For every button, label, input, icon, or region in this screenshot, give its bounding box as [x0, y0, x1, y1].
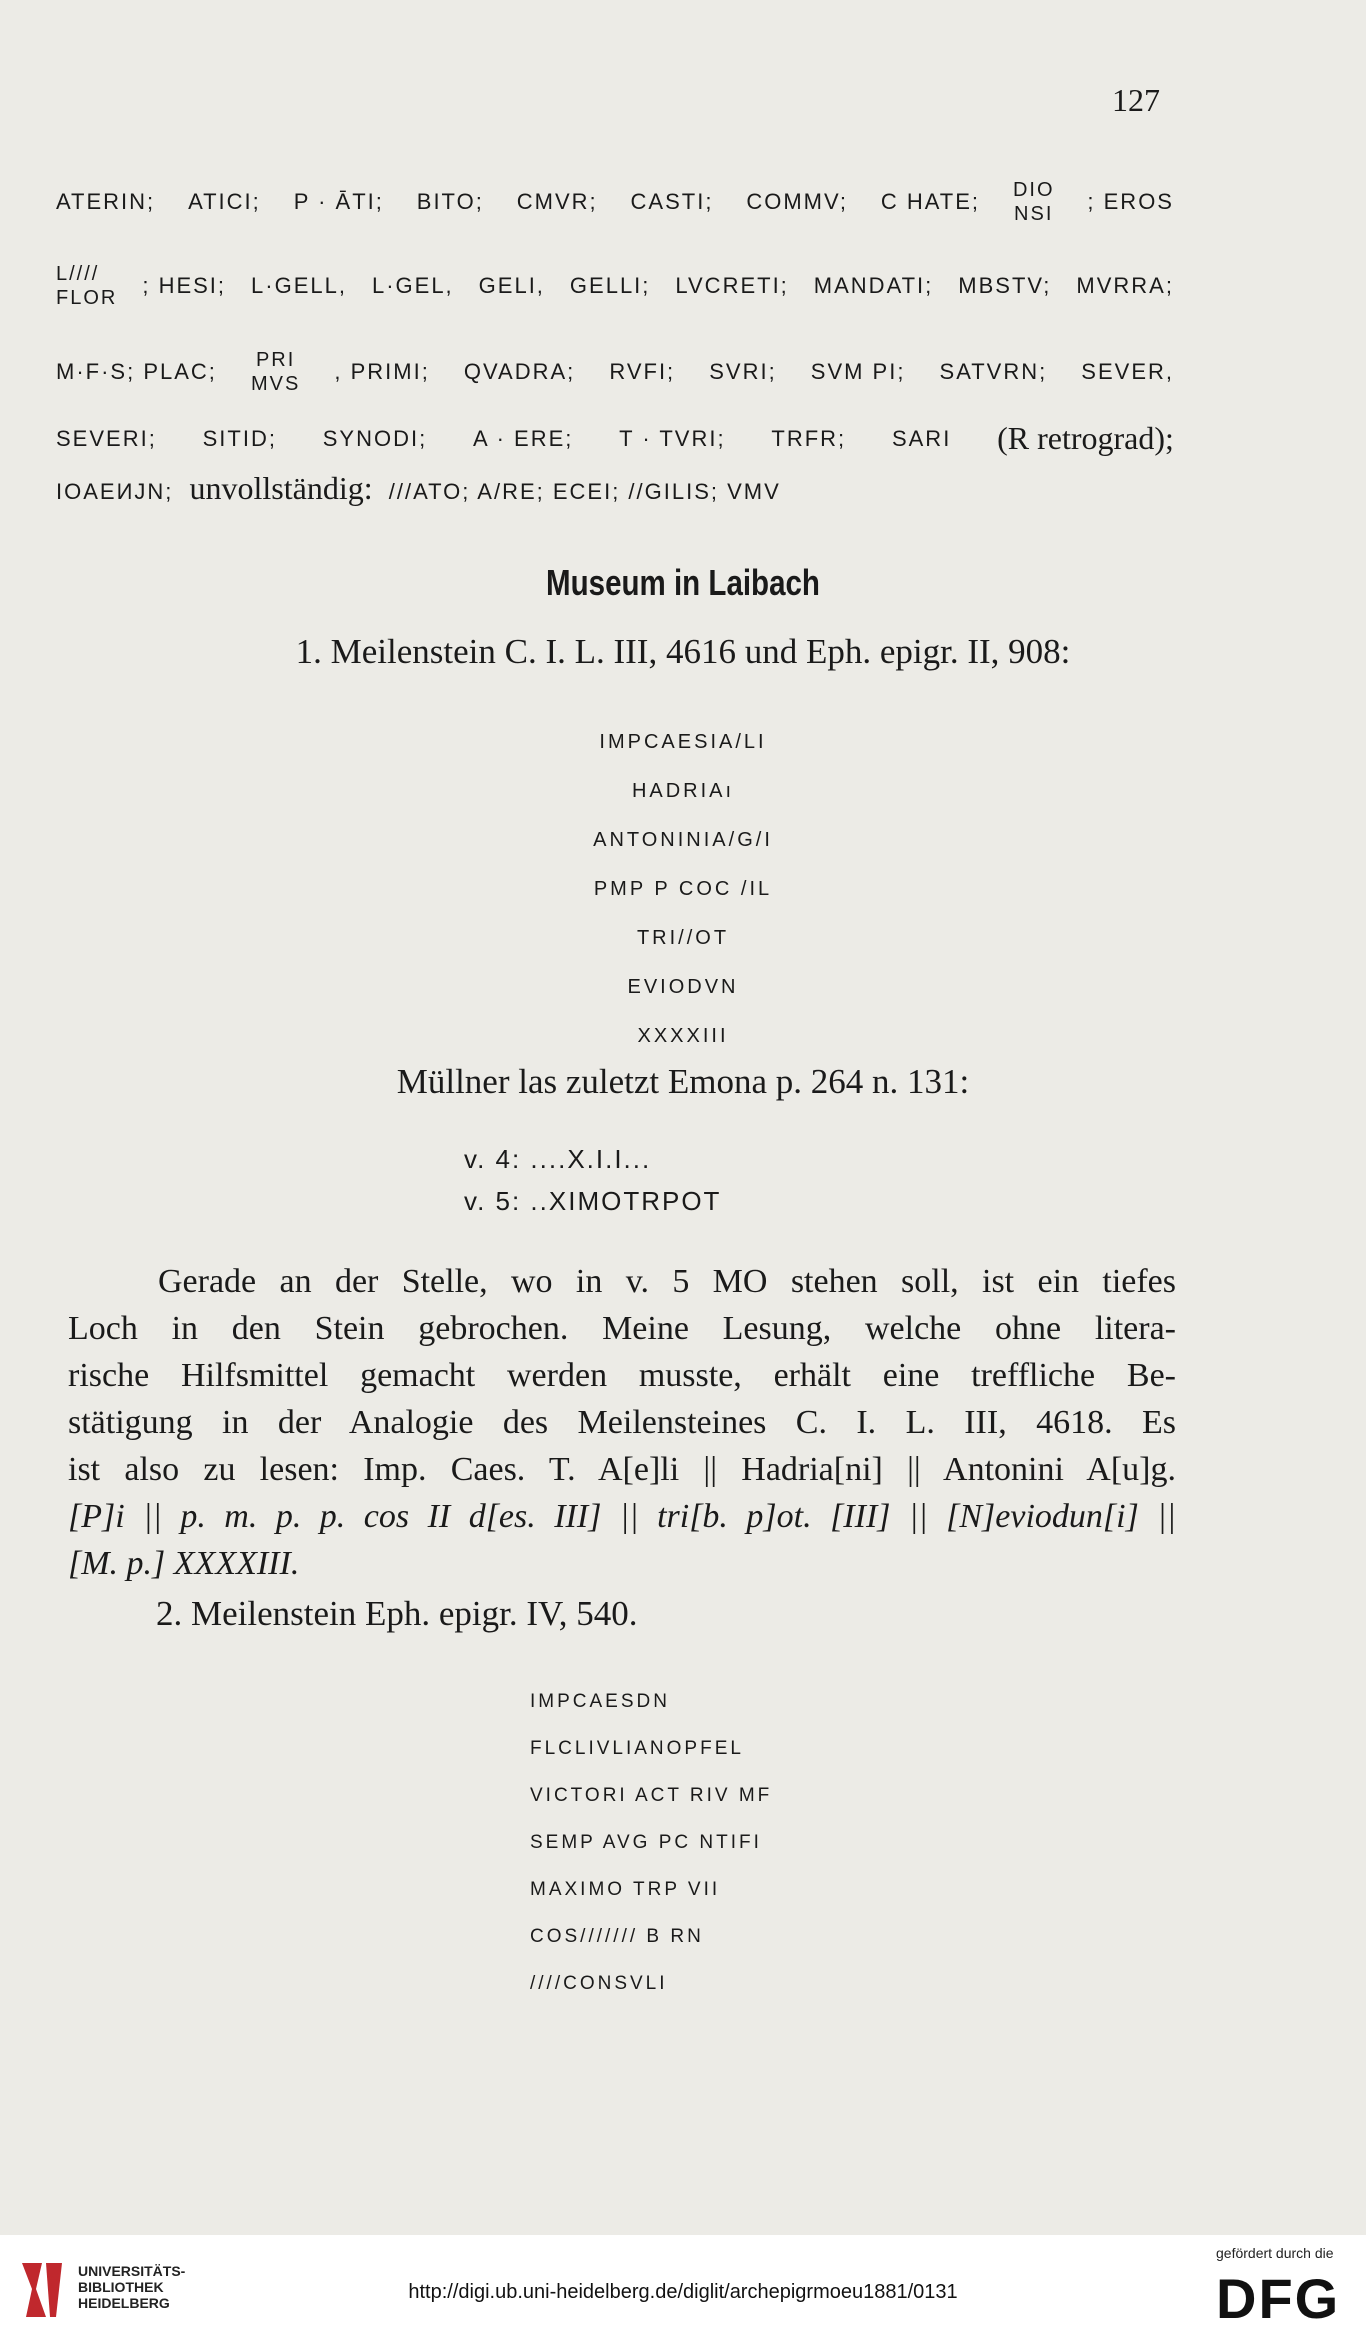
cat-entry: SARI: [891, 425, 952, 451]
item1-variants: [464, 1138, 721, 1222]
cat-entry: CASTI;: [630, 189, 714, 214]
stack-bottom: MVS: [250, 373, 301, 395]
funded-by-label: gefördert durch die: [1216, 2245, 1334, 2261]
catalogue-line-4: [56, 420, 1174, 457]
cat-entry: QVADRA;: [463, 359, 576, 384]
cat-entry: LVCRETI;: [675, 273, 789, 298]
stack-bottom: NSI: [1014, 203, 1054, 225]
text-line: [P]i || p. m. p. p. cos II d[es. III] || tri[b. p]ot. [III] || [N]eviodun[i] ||: [68, 1498, 1176, 1535]
commentary-paragraph: [68, 1258, 1176, 1587]
inscription-line: IMPCAESIA/LI: [599, 731, 767, 753]
inscription-line: XXXXIII: [637, 1025, 729, 1047]
variant-v4: v. 4: ....X.I.I...: [464, 1144, 652, 1174]
inscription-line: SEMP AVG PC NTIFI: [530, 1832, 762, 1853]
cat-entry: MANDATI;: [813, 273, 934, 298]
cat-entry: GELI,: [478, 273, 545, 298]
stack-top: PRI: [255, 349, 296, 371]
cat-entry: CMVR;: [516, 189, 598, 214]
text-line: [M. p.] XXXXIII.: [68, 1545, 300, 1582]
section-heading: Museum in Laibach: [546, 562, 820, 603]
dfg-logo: DFG: [1216, 2267, 1341, 2330]
item2-title: 2. Meilenstein Eph. epigr. IV, 540.: [156, 1594, 638, 1633]
text-line: rische Hilfsmittel gemacht werden musste, erhält eine treffliche Be-: [68, 1357, 1176, 1394]
cat-entry: ///ATO; A/RE; ECEI; //GILIS; VMV: [388, 479, 781, 504]
cat-entry: , PRIMI;: [334, 359, 430, 384]
catalogue-line-1: [56, 178, 1174, 226]
inscription-line: EVIODVN: [627, 976, 739, 998]
cat-entry: L·GELL,: [251, 273, 347, 298]
cat-entry: ; EROS: [1087, 189, 1174, 214]
cat-entry: RVFI;: [609, 359, 676, 384]
item1-note: Müllner las zuletzt Emona p. 264 n. 131:: [396, 1062, 970, 1101]
cat-entry: ATICI;: [188, 189, 261, 214]
item1-title: 1. Meilenstein C. I. L. III, 4616 und Eph. epigr. II, 908:: [295, 632, 1071, 671]
stack-bottom: FLOR: [56, 287, 118, 309]
catalogue-line-3: [56, 348, 1174, 396]
cat-entry: M·F·S; PLAC;: [56, 359, 217, 384]
catalogue-line-2: [56, 262, 1174, 310]
inscription-line: TRI//OT: [636, 927, 730, 949]
text-line: Loch in den Stein gebrochen. Meine Lesung, welche ohne litera-: [68, 1310, 1176, 1347]
cat-entry: C HATE;: [880, 189, 981, 214]
cat-note: (R retrograd);: [997, 420, 1174, 456]
text-line: stätigung in der Analogie des Meilensteines C. I. L. III, 4618. Es: [68, 1404, 1176, 1441]
cat-entry: ; HESI;: [142, 273, 227, 298]
inscription-line: VICTORI ACT RIV MF: [530, 1785, 773, 1806]
inscription-line: PMP P COC /IL: [593, 878, 773, 900]
cat-entry: T · TVRI;: [619, 425, 726, 451]
cat-entry: SVM PI;: [810, 359, 906, 384]
cat-entry: SEVERI;: [56, 425, 157, 451]
inscription-line: ////CONSVLI: [530, 1973, 668, 1994]
item2-inscription: [530, 1678, 772, 2007]
inscription-line: ANTONINIA/G/I: [593, 829, 773, 851]
inscription-line: COS/////// B RN: [530, 1926, 704, 1947]
inscription-line: IMPCAESDN: [530, 1691, 670, 1712]
cat-entry: SITID;: [202, 425, 277, 451]
cat-entry: SATVRN;: [939, 359, 1048, 384]
text-line: Gerade an der Stelle, wo in v. 5 MO stehen soll, ist ein tiefes: [158, 1263, 1176, 1300]
cat-entry: A · ERE;: [473, 425, 574, 451]
cat-entry: L·GEL,: [371, 273, 454, 298]
source-url[interactable]: http://digi.ub.uni-heidelberg.de/diglit/archepigrmoeu1881/0131: [408, 2281, 958, 2303]
cat-stacked-entry: [1013, 178, 1055, 226]
cat-entry: SVRI;: [709, 359, 777, 384]
cat-entry: COMMV;: [746, 189, 848, 214]
cat-stacked-entry: [251, 348, 300, 396]
library-line: HEIDELBERG: [78, 2295, 170, 2311]
cat-entry: TRFR;: [771, 425, 847, 451]
inscription-line: FLCLIVLIANOPFEL: [530, 1738, 744, 1759]
cat-entry: P · ĀTI;: [293, 189, 384, 214]
cat-entry: MBSTV;: [958, 273, 1052, 298]
catalogue-line-5: [56, 470, 781, 507]
cat-entry: SYNODI;: [322, 425, 428, 451]
text-line: ist also zu lesen: Imp. Caes. T. A[e]li || Hadria[ni] || Antonini A[u]g.: [68, 1451, 1176, 1488]
inscription-line: MAXIMO TRP VII: [530, 1879, 721, 1900]
cat-entry: GELLI;: [569, 273, 651, 298]
library-line: BIBLIOTHEK: [78, 2279, 164, 2295]
inscription-line: HADRIAı: [631, 780, 735, 802]
item1-inscription: [0, 718, 1366, 1061]
cat-entry: ATERIN;: [56, 189, 156, 214]
variant-v5: v. 5: ..XIMOTRPOT: [464, 1186, 722, 1216]
cat-entry: SEVER,: [1081, 359, 1174, 384]
cat-entry: MVRRA;: [1076, 273, 1174, 298]
cat-entry: IOAEИJN;: [56, 479, 174, 504]
stack-top: L////: [56, 263, 100, 285]
cat-entry: BITO;: [416, 189, 484, 214]
cat-stacked-entry: [56, 262, 117, 310]
library-line: UNIVERSITÄTS-: [78, 2263, 186, 2279]
stack-top: DIO: [1012, 179, 1055, 201]
footer: [0, 2235, 1366, 2341]
page-number: 127: [1112, 82, 1160, 118]
cat-note: unvollständig:: [189, 470, 373, 506]
